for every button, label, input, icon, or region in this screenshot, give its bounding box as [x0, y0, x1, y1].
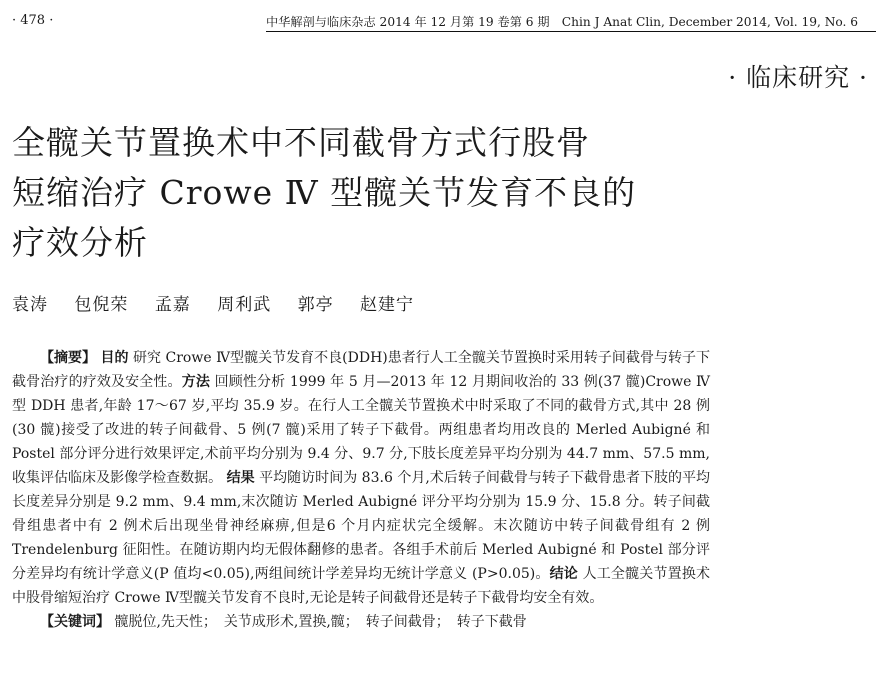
- objective-text: 研究 Crowe Ⅳ型髋关节发育不良(DDH)患者行人工全髋关节置换时采用转子间截骨与转子下截骨治疗的疗效及安全性。: [12, 350, 711, 390]
- objective-label: 目的: [100, 350, 129, 366]
- author: 周利武: [217, 295, 272, 315]
- title-line: 疗效分析: [12, 223, 148, 262]
- title-line: 短缩治疗 Crowe Ⅳ 型髋关节发育不良的: [12, 173, 637, 212]
- results-label: 结果: [226, 470, 255, 486]
- abstract: [12, 346, 710, 634]
- abstract-label: 【摘要】: [40, 350, 97, 366]
- section-label: · 临床研究 ·: [728, 63, 868, 92]
- journal-header: 中华解剖与临床杂志 2014 年 12 月第 19 卷第 6 期 Chin J Anat Clin, December 2014, Vol. 19, No. 6: [266, 15, 859, 29]
- article-title: [12, 118, 702, 268]
- author: 袁涛: [12, 295, 48, 315]
- abstract-body: [12, 346, 710, 610]
- author: 包倪荣: [74, 295, 129, 315]
- keywords-text: 髋脱位,先天性； 关节成形术,置换,髋； 转子间截骨； 转子下截骨: [114, 614, 527, 630]
- title-line: 全髋关节置换术中不同截骨方式行股骨: [12, 123, 590, 162]
- page-number: · 478 ·: [12, 13, 54, 28]
- keywords: [12, 610, 710, 634]
- author: 郭亭: [297, 295, 334, 315]
- conclusion-text: 人工全髋关节置换术中股骨缩短治疗 Crowe Ⅳ型髋关节发育不良时,无论是转子间截骨还是转子下截骨均安全有效。: [12, 566, 711, 606]
- keywords-label: 【关键词】: [40, 614, 110, 630]
- conclusion-label: 结论: [549, 566, 578, 582]
- author-list: [12, 290, 434, 315]
- author: 赵建宁: [360, 295, 415, 315]
- results-text: 平均随访时间为 83.6 个月,术后转子间截骨与转子下截骨患者下肢的平均长度差异分别是 9.2 mm、9.4 mm,末次随访 Merled Aubigné 评分平均分别为 15.9 分、15.8 分。转子间截骨组患者中有 2 例术后出现坐骨神经麻痹,但是6 个月内症状完全缓解。末次随访中转子间截骨组有 2 例 Trendelenburg 征阳性。在随访期内均无假体翻修的患者。各组手术前后 Merled Aubigné 和 Postel 部分评分差异均有统计学意义(P 值均<0.05),两组间统计学差异均无统计学意义 (P>0.05)。: [12, 470, 711, 582]
- author: 孟嘉: [154, 295, 191, 315]
- methods-label: 方法: [181, 374, 211, 390]
- methods-text: 回顾性分析 1999 年 5 月—2013 年 12 月期间收治的 33 例(37 髋)Crowe Ⅳ型 DDH 患者,年龄 17～67 岁,平均 35.9 岁。在行人工全髋关节置换术中时采取了不同的截骨方式,其中 28 例(30 髋)接受了改进的转子间截骨、5 例(7 髋)采用了转子下截骨。两组患者均用改良的 Merled Aubigné 和 Postel 部分评分进行效果评定,术前平均分别为 9.4 分、9.7 分,下肢长度差异平均分别为 44.7 mm、57.5 mm,收集评估临床及影像学检查数据。: [12, 374, 711, 486]
- header-rule: [266, 31, 876, 32]
